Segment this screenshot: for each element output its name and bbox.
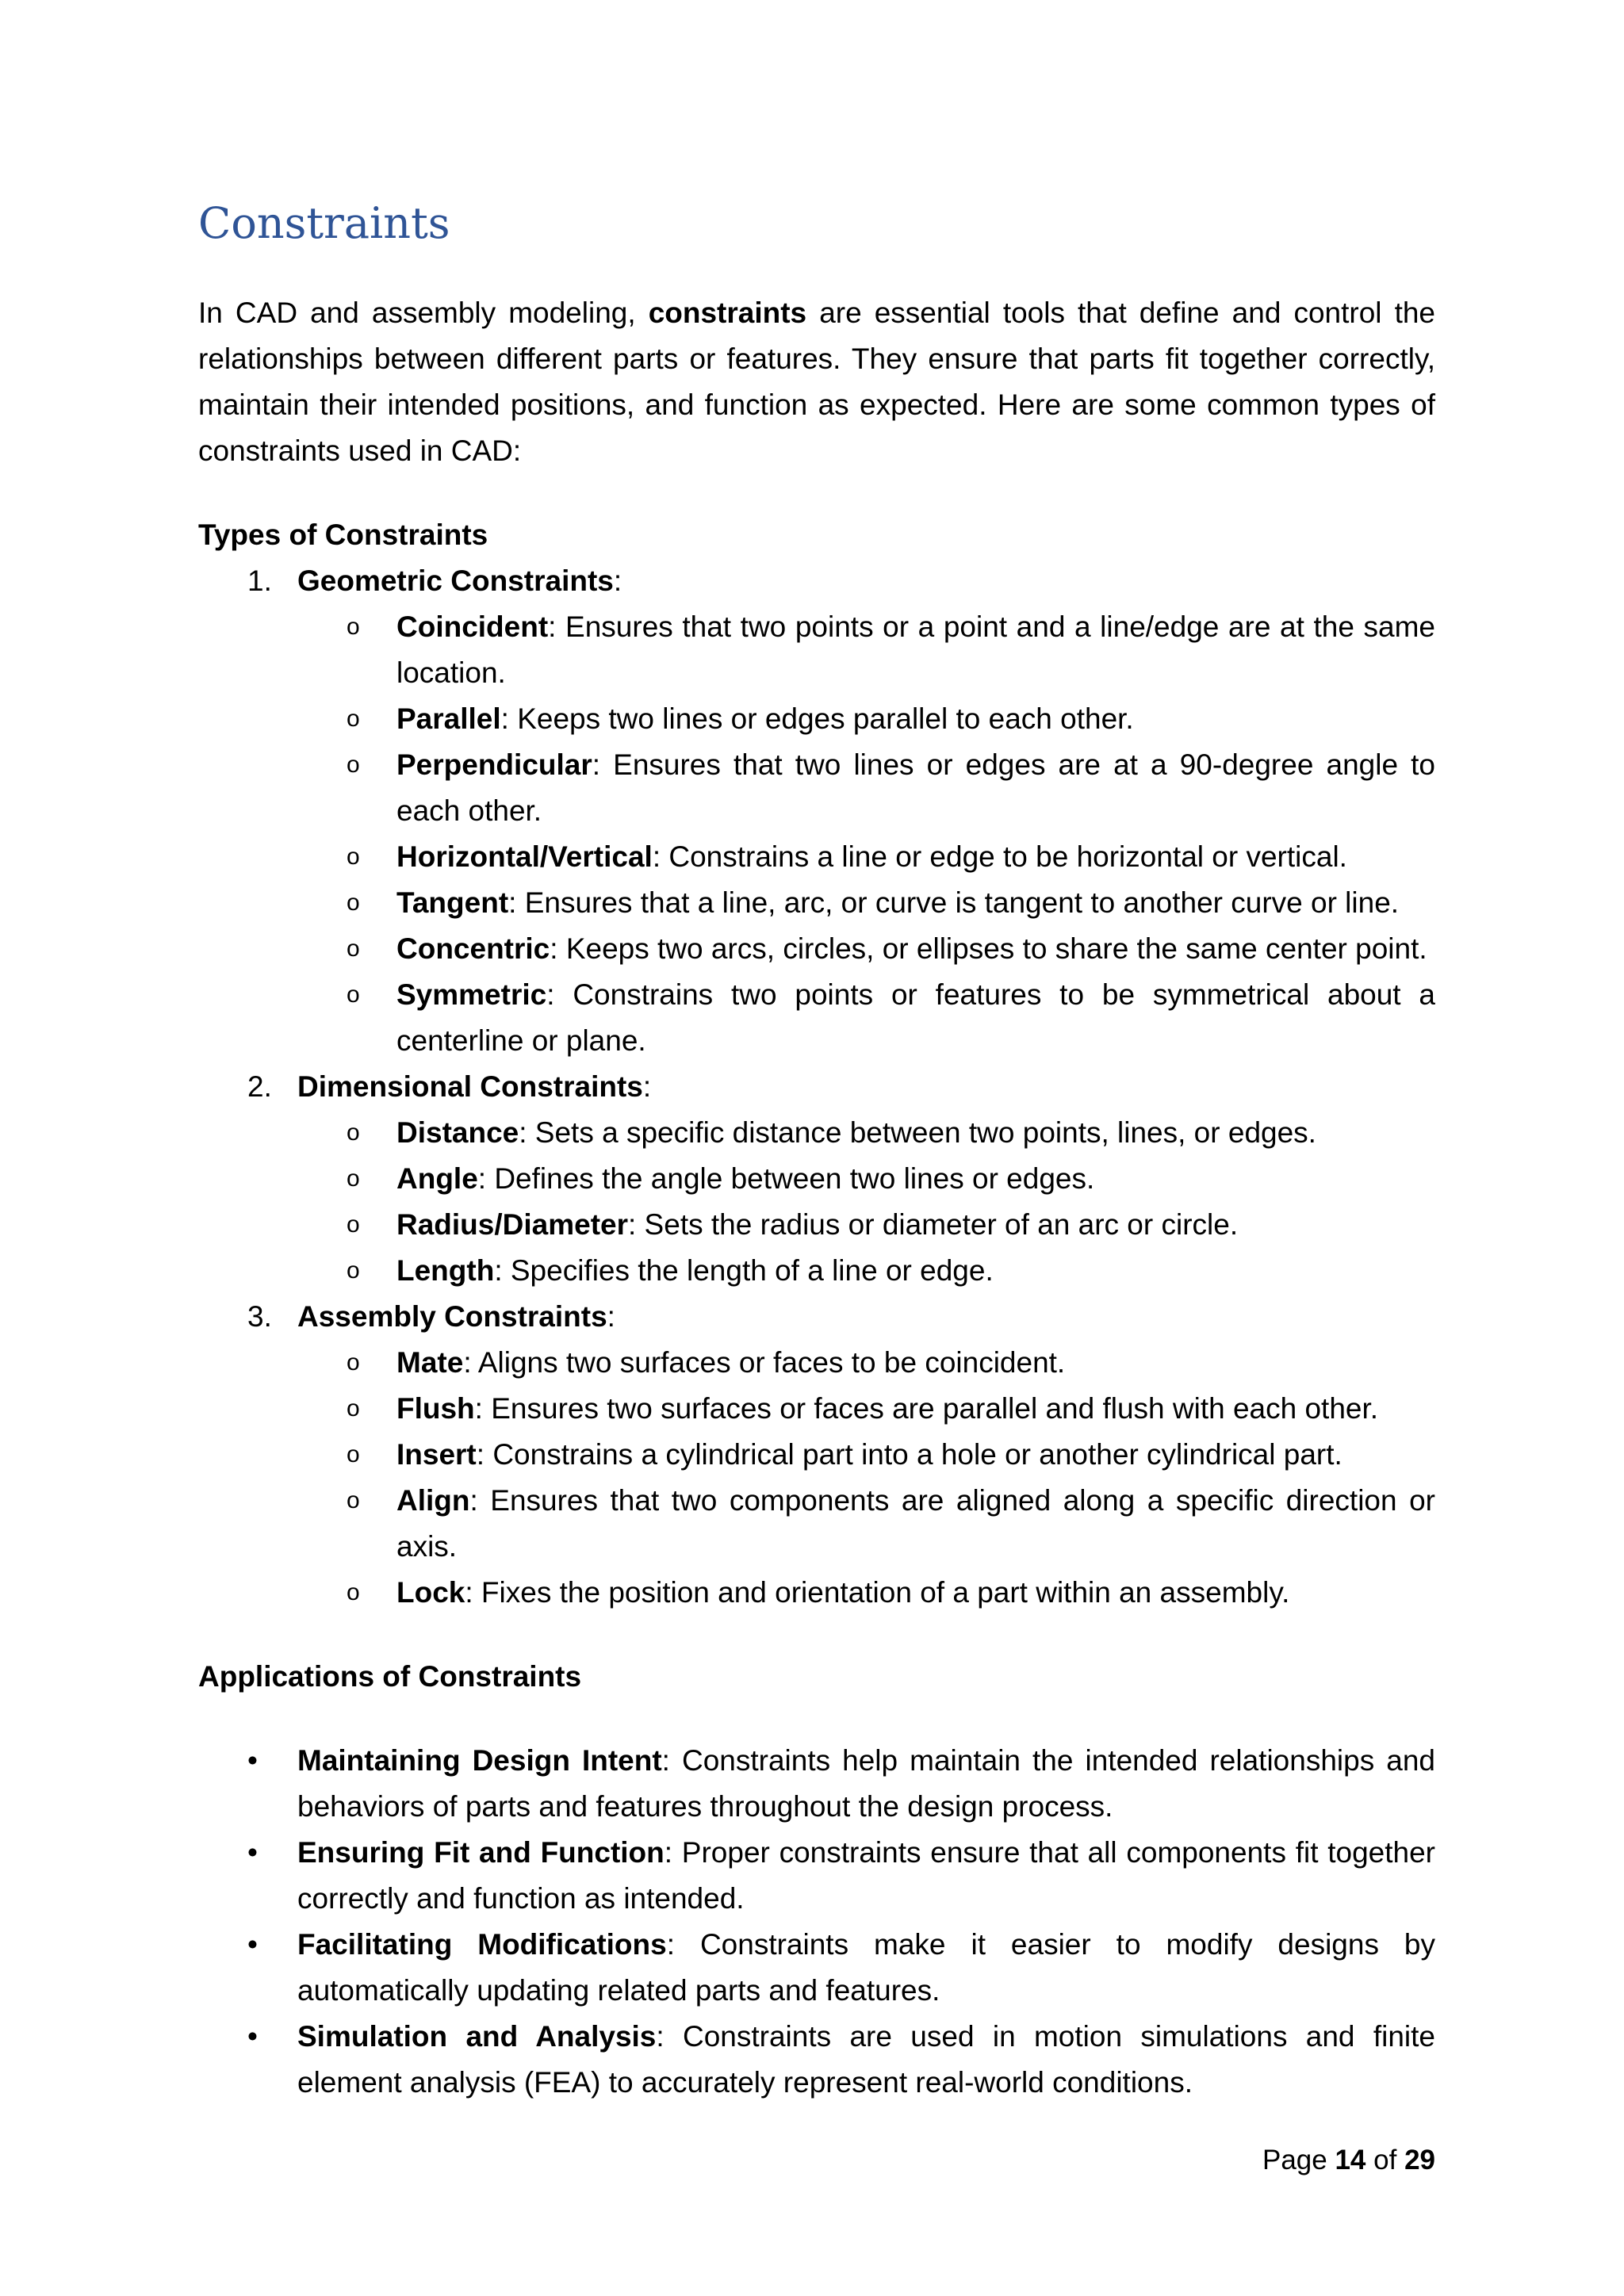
sub-item [297, 1156, 1435, 1202]
sub-item [297, 1110, 1435, 1156]
total-page-count: 29 [1404, 2145, 1435, 2175]
sub-desc: : Sets a specific distance between two points, lines, or edges. [519, 1116, 1316, 1149]
sub-desc: : Constrains a line or edge to be horizontal or vertical. [652, 840, 1347, 873]
types-heading: Types of Constraints [198, 519, 488, 551]
sub-list [297, 604, 1435, 1064]
hollow-circle-bullet-icon: o [347, 1441, 360, 1468]
sub-desc: : Keeps two arcs, circles, or ellipses to share the same center point. [550, 932, 1427, 965]
page-number-footer [1262, 2145, 1435, 2176]
sub-term: Radius/Diameter [396, 1208, 628, 1241]
sub-item [297, 1478, 1435, 1570]
sub-item [297, 972, 1435, 1064]
hollow-circle-bullet-icon: o [347, 1487, 360, 1513]
sub-list [297, 1110, 1435, 1294]
sub-term: Tangent [396, 886, 509, 919]
page-content [198, 190, 1435, 2106]
hollow-circle-bullet-icon: o [347, 890, 360, 916]
sub-desc: : Aligns two surfaces or faces to be coincident. [463, 1346, 1066, 1379]
sub-item [297, 1248, 1435, 1294]
sub-item [297, 834, 1435, 880]
hollow-circle-bullet-icon: o [347, 706, 360, 732]
sub-desc: : Ensures two surfaces or faces are parallel and flush with each other. [474, 1392, 1379, 1425]
sub-item [297, 1340, 1435, 1386]
type-item-geometric: 1. Geometric Constraints: o Coincident: Ensures that two points or a point and a line/edge are at the same location. o Parallel: Keeps two lines or edges parallel to each other. o Perpendicular: Ensures that two lines or edges are at a 90-degree angle to each other. o Horizontal/Vertical: Constrains a line or edge to be horizontal or vertical. o Tangent: Ensures that a line, arc, or curve is tangent to another curve or line. o Concentric: Keeps two arcs, circles, or ellipses to share the same center point. o Symmetric: Constrains two points or features to be symmetrical about a centerline or plane. [198, 558, 1435, 1064]
applications-list [198, 1738, 1435, 2106]
application-item [198, 2014, 1435, 2106]
type-title: Geometric Constraints [297, 564, 614, 597]
sub-term: Lock [396, 1576, 465, 1609]
application-term: Ensuring Fit and Function [297, 1836, 665, 1869]
sub-desc: : Constrains a cylindrical part into a hole or another cylindrical part. [476, 1438, 1342, 1471]
intro-paragraph [198, 290, 1435, 474]
hollow-circle-bullet-icon: o [347, 1395, 360, 1422]
sub-desc: : Constrains two points or features to be symmetrical about a centerline or plane. [396, 978, 1435, 1057]
intro-text-start: In CAD and assembly modeling, [198, 297, 649, 329]
sub-desc: : Ensures that a line, arc, or curve is tangent to another curve or line. [508, 886, 1400, 919]
application-item [198, 1830, 1435, 1922]
sub-term: Horizontal/Vertical [396, 840, 653, 873]
hollow-circle-bullet-icon: o [347, 1165, 360, 1192]
application-desc: : Constraints make it easier to modify designs by automatically updating related parts and features. [297, 1928, 1435, 2007]
page-title: Constraints [198, 198, 450, 248]
hollow-circle-bullet-icon: o [347, 1349, 360, 1376]
sub-term: Symmetric [396, 978, 547, 1011]
type-number: 2. [247, 1070, 272, 1103]
type-number: 3. [247, 1300, 272, 1333]
filled-bullet-icon: • [247, 1744, 258, 1777]
current-page-number: 14 [1335, 2145, 1366, 2175]
sub-item [297, 1570, 1435, 1616]
intro-bold-term: constraints [648, 297, 807, 329]
application-item [198, 1738, 1435, 1830]
sub-desc: : Ensures that two lines or edges are at a 90-degree angle to each other. [396, 748, 1435, 827]
sub-term: Parallel [396, 702, 501, 735]
type-item-dimensional: 2. Dimensional Constraints: o Distance: Sets a specific distance between two points, lines, or edges. o Angle: Defines the angle between two lines or edges. o Radius/Diameter: Sets the radius or diameter of an arc or circle. o Length: Specifies the length of a line or edge. [198, 1064, 1435, 1294]
application-term: Simulation and Analysis [297, 2020, 657, 2053]
application-desc: : Proper constraints ensure that all components fit together correctly and function as intended. [297, 1836, 1435, 1915]
intro-text-end: are essential tools that define and control the relationships between different parts or features. They ensure that parts fit together correctly, maintain their intended positions, and function as expected. Here are some common types of constraints used in CAD: [198, 297, 1436, 467]
hollow-circle-bullet-icon: o [347, 1211, 360, 1238]
hollow-circle-bullet-icon: o [347, 982, 360, 1008]
filled-bullet-icon: • [247, 1928, 258, 1961]
filled-bullet-icon: • [247, 1836, 258, 1869]
hollow-circle-bullet-icon: o [347, 1579, 360, 1605]
sub-term: Flush [396, 1392, 475, 1425]
filled-bullet-icon: • [247, 2020, 258, 2053]
sub-item [297, 926, 1435, 972]
hollow-circle-bullet-icon: o [347, 936, 360, 962]
sub-item [297, 880, 1435, 926]
sub-term: Align [396, 1484, 470, 1517]
sub-term: Concentric [396, 932, 550, 965]
application-term: Facilitating Modifications [297, 1928, 667, 1961]
hollow-circle-bullet-icon: o [347, 844, 360, 870]
types-list [198, 558, 1435, 1616]
sub-item [297, 604, 1435, 696]
sub-desc: : Specifies the length of a line or edge. [494, 1254, 994, 1287]
sub-desc: : Ensures that two points or a point and a line/edge are at the same location. [396, 610, 1435, 689]
sub-item [297, 696, 1435, 742]
sub-desc: : Ensures that two components are aligned along a specific direction or axis. [396, 1484, 1435, 1563]
type-title: Assembly Constraints [297, 1300, 607, 1333]
sub-desc: : Sets the radius or diameter of an arc or circle. [628, 1208, 1239, 1241]
sub-term: Length [396, 1254, 495, 1287]
application-item [198, 1922, 1435, 2014]
sub-item [297, 1202, 1435, 1248]
hollow-circle-bullet-icon: o [347, 1257, 360, 1284]
hollow-circle-bullet-icon: o [347, 614, 360, 640]
sub-item [297, 1432, 1435, 1478]
type-number: 1. [247, 564, 272, 597]
application-term: Maintaining Design Intent [297, 1744, 662, 1777]
sub-item [297, 1386, 1435, 1432]
hollow-circle-bullet-icon: o [347, 1119, 360, 1146]
sub-list [297, 1340, 1435, 1616]
page-word: Page [1262, 2145, 1327, 2175]
type-item-assembly: 3. Assembly Constraints: o Mate: Aligns two surfaces or faces to be coincident. o Flush: Ensures two surfaces or faces are parallel and flush with each other. o Insert: Constrains a cylindrical part into a hole or another cylindrical part. o Align: Ensures that two components are aligned along a specific direction or axis. o Lock: Fixes the position and orientation of a part within an assembly. [198, 1294, 1435, 1616]
type-title: Dimensional Constraints [297, 1070, 643, 1103]
of-word: of [1373, 2145, 1397, 2175]
application-desc: : Constraints help maintain the intended relationships and behaviors of parts and features throughout the design process. [297, 1744, 1435, 1823]
sub-term: Coincident [396, 610, 549, 643]
sub-desc: : Keeps two lines or edges parallel to each other. [500, 702, 1134, 735]
application-desc: : Constraints are used in motion simulations and finite element analysis (FEA) to accurately represent real-world conditions. [297, 2020, 1435, 2099]
sub-term: Insert [396, 1438, 477, 1471]
sub-term: Distance [396, 1116, 519, 1149]
sub-desc: : Fixes the position and orientation of a part within an assembly. [465, 1576, 1290, 1609]
sub-item [297, 742, 1435, 834]
hollow-circle-bullet-icon: o [347, 752, 360, 778]
sub-desc: : Defines the angle between two lines or edges. [477, 1162, 1095, 1195]
sub-term: Angle [396, 1162, 478, 1195]
sub-term: Mate [396, 1346, 464, 1379]
applications-heading: Applications of Constraints [198, 1660, 582, 1693]
sub-term: Perpendicular [396, 748, 592, 781]
